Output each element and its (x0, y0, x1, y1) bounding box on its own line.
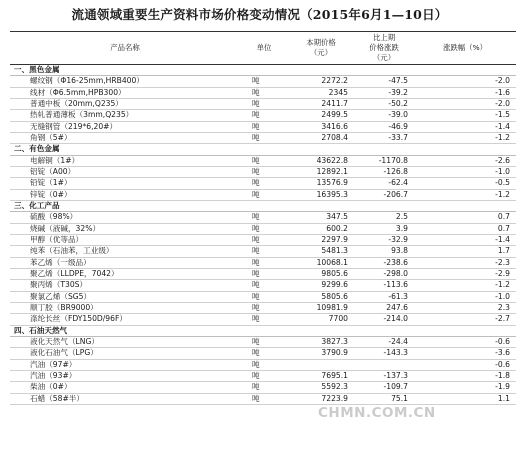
table-row (10, 223, 516, 234)
product-name-cell: 汽油（97#） (10, 359, 240, 370)
price-cell: 12892.1 (288, 166, 354, 177)
unit-cell: 吨 (240, 268, 288, 279)
category-row (10, 325, 516, 336)
pct-cell: -2.0 (414, 76, 516, 87)
table-row (10, 257, 516, 268)
pct-cell: 1.7 (414, 246, 516, 257)
product-name-cell: 苯乙烯（一级品） (10, 257, 240, 268)
unit-cell: 吨 (240, 348, 288, 359)
price-table (10, 31, 516, 405)
unit-cell: 吨 (240, 98, 288, 109)
price-cell: 9805.6 (288, 268, 354, 279)
change-cell: -206.7 (354, 189, 414, 200)
unit-cell: 吨 (240, 359, 288, 370)
change-cell: -113.6 (354, 280, 414, 291)
product-name-cell: 普通中板（20mm,Q235） (10, 98, 240, 109)
pct-cell: -1.9 (414, 382, 516, 393)
table-row (10, 268, 516, 279)
pct-cell: -0.5 (414, 178, 516, 189)
change-cell: 3.9 (354, 223, 414, 234)
change-cell: -39.0 (354, 110, 414, 121)
table-header (10, 32, 516, 65)
product-name-cell: 汽油（93#） (10, 370, 240, 381)
price-cell: 3790.9 (288, 348, 354, 359)
change-cell: 2.5 (354, 212, 414, 223)
product-name-cell: 甲醇（优等品） (10, 234, 240, 245)
table-row (10, 370, 516, 381)
product-name-cell: 聚乙烯（LLDPE，7042） (10, 268, 240, 279)
category-label: 一、黑色金属 (10, 65, 516, 76)
unit-cell: 吨 (240, 291, 288, 302)
pct-cell: -2.6 (414, 155, 516, 166)
price-cell: 16395.3 (288, 189, 354, 200)
unit-cell: 吨 (240, 76, 288, 87)
change-cell: -39.2 (354, 87, 414, 98)
unit-cell: 吨 (240, 302, 288, 313)
table-row (10, 212, 516, 223)
category-row (10, 200, 516, 211)
category-label: 四、石油天然气 (10, 325, 516, 336)
header-change: 比上期 价格涨跌 （元） (354, 32, 414, 65)
pct-cell: -1.6 (414, 87, 516, 98)
product-name-cell: 无缝钢管（219*6,20#） (10, 121, 240, 132)
header-price: 本期价格 （元） (288, 32, 354, 65)
product-name-cell: 石蜡（58#半） (10, 393, 240, 404)
unit-cell: 吨 (240, 246, 288, 257)
price-cell (288, 359, 354, 370)
unit-cell: 吨 (240, 178, 288, 189)
pct-cell: 1.1 (414, 393, 516, 404)
pct-cell: -2.0 (414, 98, 516, 109)
unit-cell: 吨 (240, 223, 288, 234)
price-cell: 347.5 (288, 212, 354, 223)
pct-cell: 2.3 (414, 302, 516, 313)
price-cell: 5481.3 (288, 246, 354, 257)
unit-cell: 吨 (240, 166, 288, 177)
product-name-cell: 纯苯（石油苯，工业级） (10, 246, 240, 257)
change-cell: -214.0 (354, 314, 414, 325)
price-cell: 2499.5 (288, 110, 354, 121)
unit-cell: 吨 (240, 257, 288, 268)
price-cell: 600.2 (288, 223, 354, 234)
price-cell: 10068.1 (288, 257, 354, 268)
product-name-cell: 线材（Φ6.5mm,HPB300） (10, 87, 240, 98)
table-row (10, 234, 516, 245)
table-row (10, 76, 516, 87)
pct-cell: 0.7 (414, 223, 516, 234)
price-cell: 10981.9 (288, 302, 354, 313)
table-row (10, 178, 516, 189)
unit-cell: 吨 (240, 110, 288, 121)
pct-cell: -1.5 (414, 110, 516, 121)
unit-cell: 吨 (240, 382, 288, 393)
product-name-cell: 聚氯乙烯（SG5） (10, 291, 240, 302)
table-row (10, 280, 516, 291)
unit-cell: 吨 (240, 132, 288, 143)
header-pct: 涨跌幅（%） (414, 32, 516, 65)
change-cell: -47.5 (354, 76, 414, 87)
table-row (10, 121, 516, 132)
pct-cell: -2.7 (414, 314, 516, 325)
pct-cell: -0.6 (414, 359, 516, 370)
change-cell: -298.0 (354, 268, 414, 279)
price-cell: 5805.6 (288, 291, 354, 302)
change-cell: -24.4 (354, 336, 414, 347)
price-cell: 2297.9 (288, 234, 354, 245)
category-row (10, 144, 516, 155)
header-unit: 单位 (240, 32, 288, 65)
price-cell: 2411.7 (288, 98, 354, 109)
category-label: 二、有色金属 (10, 144, 516, 155)
change-cell: -126.8 (354, 166, 414, 177)
table-row (10, 348, 516, 359)
product-name-cell: 硫酸（98%） (10, 212, 240, 223)
price-cell: 2708.4 (288, 132, 354, 143)
product-name-cell: 热轧普通薄板（3mm,Q235） (10, 110, 240, 121)
change-cell: 93.8 (354, 246, 414, 257)
pct-cell: -1.8 (414, 370, 516, 381)
product-name-cell: 锌锭（0#） (10, 189, 240, 200)
change-cell: -61.3 (354, 291, 414, 302)
pct-cell: -1.0 (414, 166, 516, 177)
product-name-cell: 铅锭（1#） (10, 178, 240, 189)
table-row (10, 291, 516, 302)
table-row (10, 382, 516, 393)
change-cell: -33.7 (354, 132, 414, 143)
pct-cell: -1.2 (414, 189, 516, 200)
change-cell (354, 359, 414, 370)
table-row (10, 359, 516, 370)
table-row (10, 87, 516, 98)
unit-cell: 吨 (240, 234, 288, 245)
product-name-cell: 液化天然气（LNG） (10, 336, 240, 347)
pct-cell: -1.2 (414, 132, 516, 143)
price-cell: 3416.6 (288, 121, 354, 132)
change-cell: -50.2 (354, 98, 414, 109)
table-row (10, 155, 516, 166)
product-name-cell: 烧碱（液碱，32%） (10, 223, 240, 234)
price-cell: 2345 (288, 87, 354, 98)
change-cell: -1170.8 (354, 155, 414, 166)
price-cell: 3827.3 (288, 336, 354, 347)
pct-cell: -2.9 (414, 268, 516, 279)
table-row (10, 98, 516, 109)
price-cell: 43622.8 (288, 155, 354, 166)
unit-cell: 吨 (240, 280, 288, 291)
unit-cell: 吨 (240, 189, 288, 200)
product-name-cell: 柴油（0#） (10, 382, 240, 393)
unit-cell: 吨 (240, 336, 288, 347)
change-cell: -109.7 (354, 382, 414, 393)
price-cell: 7223.9 (288, 393, 354, 404)
change-cell: 247.6 (354, 302, 414, 313)
price-cell: 9299.6 (288, 280, 354, 291)
pct-cell: -1.4 (414, 234, 516, 245)
product-name-cell: 螺纹钢（Φ16-25mm,HRB400） (10, 76, 240, 87)
pct-cell: -1.4 (414, 121, 516, 132)
product-name-cell: 聚丙烯（T30S） (10, 280, 240, 291)
price-cell: 5592.3 (288, 382, 354, 393)
price-cell: 7700 (288, 314, 354, 325)
table-body (10, 65, 516, 405)
pct-cell: 0.7 (414, 212, 516, 223)
product-name-cell: 液化石油气（LPG） (10, 348, 240, 359)
table-row (10, 302, 516, 313)
product-name-cell: 铝锭（A00） (10, 166, 240, 177)
category-label: 三、化工产品 (10, 200, 516, 211)
unit-cell: 吨 (240, 87, 288, 98)
table-row (10, 110, 516, 121)
table-row (10, 246, 516, 257)
price-cell: 13576.9 (288, 178, 354, 189)
product-name-cell: 角钢（5#） (10, 132, 240, 143)
unit-cell: 吨 (240, 155, 288, 166)
table-row (10, 314, 516, 325)
product-name-cell: 顺丁胶（BR9000） (10, 302, 240, 313)
unit-cell: 吨 (240, 212, 288, 223)
table-row (10, 336, 516, 347)
unit-cell: 吨 (240, 370, 288, 381)
table-row (10, 166, 516, 177)
header-product-name: 产品名称 (10, 32, 240, 65)
unit-cell: 吨 (240, 393, 288, 404)
pct-cell: -1.2 (414, 280, 516, 291)
unit-cell: 吨 (240, 314, 288, 325)
price-cell: 7695.1 (288, 370, 354, 381)
product-name-cell: 电解铜（1#） (10, 155, 240, 166)
table-row (10, 132, 516, 143)
unit-cell: 吨 (240, 121, 288, 132)
watermark-text: CHMN.COM.CN (318, 405, 436, 421)
change-cell: -46.9 (354, 121, 414, 132)
change-cell: -32.9 (354, 234, 414, 245)
change-cell: -137.3 (354, 370, 414, 381)
change-cell: -143.3 (354, 348, 414, 359)
change-cell: -238.6 (354, 257, 414, 268)
pct-cell: -0.6 (414, 336, 516, 347)
pct-cell: -2.3 (414, 257, 516, 268)
change-cell: 75.1 (354, 393, 414, 404)
price-cell: 2272.2 (288, 76, 354, 87)
pct-cell: -3.6 (414, 348, 516, 359)
product-name-cell: 涤纶长丝（FDY150D/96F） (10, 314, 240, 325)
change-cell: -62.4 (354, 178, 414, 189)
pct-cell: -1.0 (414, 291, 516, 302)
table-row (10, 189, 516, 200)
page-title: 流通领域重要生产资料市场价格变动情况（2015年6月1—10日） (71, 7, 448, 22)
category-row (10, 65, 516, 76)
table-row (10, 393, 516, 404)
